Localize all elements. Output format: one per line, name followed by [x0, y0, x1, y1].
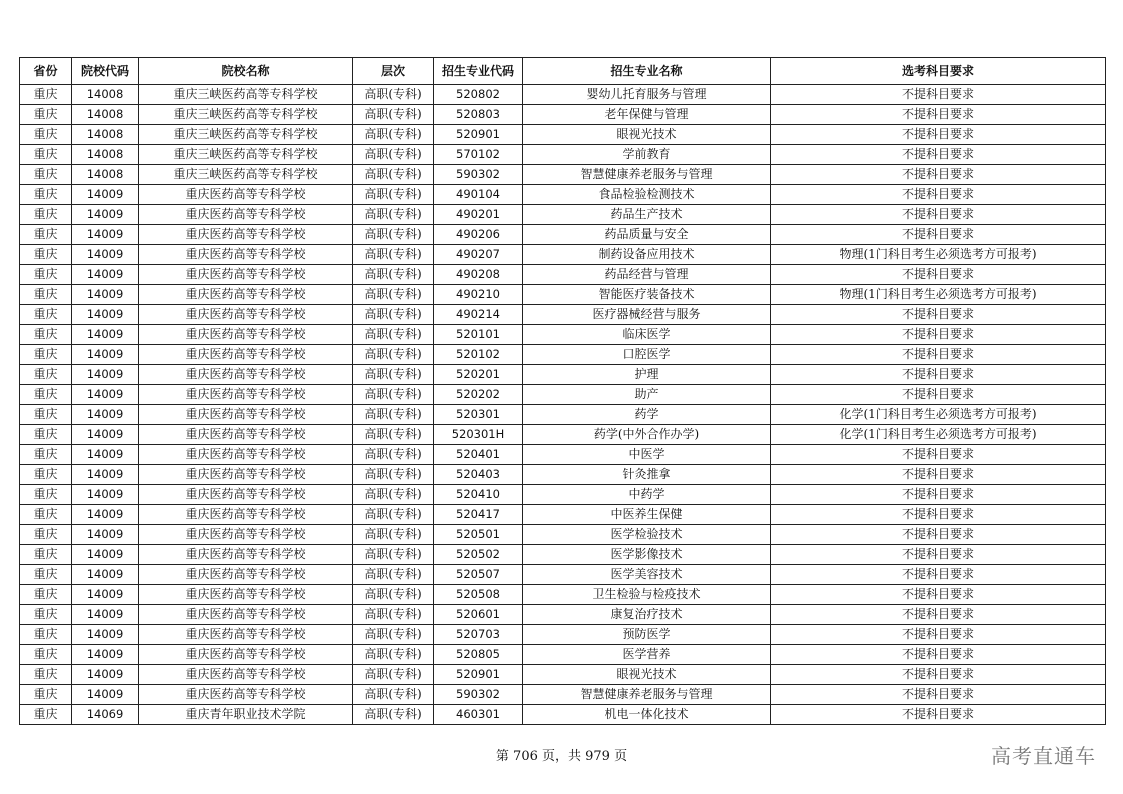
- school-code-cell: 14009: [72, 285, 139, 305]
- subject-requirement-cell: 不提科目要求: [771, 645, 1106, 665]
- subject-requirement-cell: 不提科目要求: [771, 525, 1106, 545]
- major-name-cell: 智慧健康养老服务与管理: [523, 165, 771, 185]
- school-code-cell: 14009: [72, 665, 139, 685]
- table-row: [20, 425, 1106, 445]
- major-code-cell: 520301: [434, 405, 523, 425]
- province-cell: 重庆: [20, 425, 72, 445]
- level-cell: 高职(专科): [353, 645, 434, 665]
- province-cell: 重庆: [20, 165, 72, 185]
- province-cell: 重庆: [20, 705, 72, 725]
- table-row: [20, 665, 1106, 685]
- major-name-cell: 助产: [523, 385, 771, 405]
- school-code-cell: 14009: [72, 245, 139, 265]
- school-name-cell: 重庆青年职业技术学院: [139, 705, 353, 725]
- level-cell: 高职(专科): [353, 605, 434, 625]
- subject-requirement-cell: 不提科目要求: [771, 685, 1106, 705]
- table-row: [20, 605, 1106, 625]
- major-code-cell: 520202: [434, 385, 523, 405]
- major-code-cell: 520102: [434, 345, 523, 365]
- school-name-cell: 重庆医药高等专科学校: [139, 665, 353, 685]
- major-name-cell: 制药设备应用技术: [523, 245, 771, 265]
- province-cell: 重庆: [20, 225, 72, 245]
- subject-requirement-cell: 不提科目要求: [771, 145, 1106, 165]
- subject-requirement-cell: 不提科目要求: [771, 545, 1106, 565]
- level-cell: 高职(专科): [353, 145, 434, 165]
- major-code-cell: 520101: [434, 325, 523, 345]
- province-cell: 重庆: [20, 265, 72, 285]
- province-cell: 重庆: [20, 365, 72, 385]
- subject-requirement-cell: 不提科目要求: [771, 385, 1106, 405]
- major-name-cell: 中医养生保健: [523, 505, 771, 525]
- major-code-cell: 520201: [434, 365, 523, 385]
- school-name-cell: 重庆医药高等专科学校: [139, 405, 353, 425]
- subject-requirement-cell: 不提科目要求: [771, 125, 1106, 145]
- major-name-cell: 老年保健与管理: [523, 105, 771, 125]
- major-name-cell: 智能医疗装备技术: [523, 285, 771, 305]
- table-row: [20, 465, 1106, 485]
- level-cell: 高职(专科): [353, 125, 434, 145]
- major-code-cell: 520802: [434, 85, 523, 105]
- province-cell: 重庆: [20, 185, 72, 205]
- subject-requirement-cell: 不提科目要求: [771, 345, 1106, 365]
- school-code-cell: 14009: [72, 305, 139, 325]
- province-cell: 重庆: [20, 525, 72, 545]
- major-code-cell: 490208: [434, 265, 523, 285]
- subject-requirement-cell: 不提科目要求: [771, 705, 1106, 725]
- level-cell: 高职(专科): [353, 465, 434, 485]
- level-cell: 高职(专科): [353, 105, 434, 125]
- province-cell: 重庆: [20, 485, 72, 505]
- school-name-cell: 重庆医药高等专科学校: [139, 465, 353, 485]
- school-code-cell: 14009: [72, 625, 139, 645]
- school-code-cell: 14009: [72, 545, 139, 565]
- school-code-cell: 14009: [72, 465, 139, 485]
- province-cell: 重庆: [20, 465, 72, 485]
- school-name-cell: 重庆医药高等专科学校: [139, 205, 353, 225]
- level-cell: 高职(专科): [353, 485, 434, 505]
- major-code-cell: 520417: [434, 505, 523, 525]
- school-name-cell: 重庆三峡医药高等专科学校: [139, 125, 353, 145]
- school-code-cell: 14008: [72, 85, 139, 105]
- major-name-cell: 医疗器械经营与服务: [523, 305, 771, 325]
- major-code-cell: 590302: [434, 685, 523, 705]
- table-row: [20, 105, 1106, 125]
- level-cell: 高职(专科): [353, 385, 434, 405]
- level-cell: 高职(专科): [353, 665, 434, 685]
- school-code-cell: 14009: [72, 265, 139, 285]
- school-code-cell: 14009: [72, 565, 139, 585]
- table-row: [20, 485, 1106, 505]
- table-row: [20, 565, 1106, 585]
- level-cell: 高职(专科): [353, 245, 434, 265]
- school-code-cell: 14069: [72, 705, 139, 725]
- major-name-cell: 医学营养: [523, 645, 771, 665]
- school-name-cell: 重庆医药高等专科学校: [139, 365, 353, 385]
- level-cell: 高职(专科): [353, 505, 434, 525]
- table-row: [20, 165, 1106, 185]
- table-row: [20, 505, 1106, 525]
- table-row: [20, 585, 1106, 605]
- province-cell: 重庆: [20, 505, 72, 525]
- school-name-cell: 重庆医药高等专科学校: [139, 525, 353, 545]
- province-cell: 重庆: [20, 305, 72, 325]
- major-name-cell: 药学: [523, 405, 771, 425]
- school-code-cell: 14009: [72, 585, 139, 605]
- province-cell: 重庆: [20, 85, 72, 105]
- header-subject-requirement: 选考科目要求: [771, 58, 1106, 85]
- major-name-cell: 医学检验技术: [523, 525, 771, 545]
- school-name-cell: 重庆医药高等专科学校: [139, 685, 353, 705]
- table-row: [20, 365, 1106, 385]
- major-name-cell: 预防医学: [523, 625, 771, 645]
- school-name-cell: 重庆医药高等专科学校: [139, 565, 353, 585]
- header-major-code: 招生专业代码: [434, 58, 523, 85]
- major-code-cell: 490210: [434, 285, 523, 305]
- level-cell: 高职(专科): [353, 185, 434, 205]
- province-cell: 重庆: [20, 325, 72, 345]
- subject-requirement-cell: 化学(1门科目考生必须选考方可报考): [771, 405, 1106, 425]
- subject-requirement-cell: 不提科目要求: [771, 85, 1106, 105]
- school-code-cell: 14009: [72, 685, 139, 705]
- major-name-cell: 眼视光技术: [523, 665, 771, 685]
- school-code-cell: 14008: [72, 105, 139, 125]
- school-code-cell: 14009: [72, 445, 139, 465]
- subject-requirement-cell: 不提科目要求: [771, 305, 1106, 325]
- school-name-cell: 重庆医药高等专科学校: [139, 505, 353, 525]
- school-name-cell: 重庆医药高等专科学校: [139, 285, 353, 305]
- school-name-cell: 重庆医药高等专科学校: [139, 245, 353, 265]
- table-row: [20, 305, 1106, 325]
- subject-requirement-cell: 不提科目要求: [771, 165, 1106, 185]
- level-cell: 高职(专科): [353, 285, 434, 305]
- school-name-cell: 重庆医药高等专科学校: [139, 305, 353, 325]
- major-name-cell: 口腔医学: [523, 345, 771, 365]
- subject-requirement-cell: 不提科目要求: [771, 365, 1106, 385]
- level-cell: 高职(专科): [353, 205, 434, 225]
- level-cell: 高职(专科): [353, 705, 434, 725]
- major-name-cell: 食品检验检测技术: [523, 185, 771, 205]
- table-row: [20, 405, 1106, 425]
- level-cell: 高职(专科): [353, 625, 434, 645]
- major-code-cell: 520601: [434, 605, 523, 625]
- level-cell: 高职(专科): [353, 585, 434, 605]
- school-name-cell: 重庆医药高等专科学校: [139, 645, 353, 665]
- major-code-cell: 520403: [434, 465, 523, 485]
- subject-requirement-cell: 不提科目要求: [771, 445, 1106, 465]
- major-name-cell: 中药学: [523, 485, 771, 505]
- table-row: [20, 545, 1106, 565]
- table-row: [20, 445, 1106, 465]
- subject-requirement-cell: 不提科目要求: [771, 465, 1106, 485]
- level-cell: 高职(专科): [353, 565, 434, 585]
- school-name-cell: 重庆医药高等专科学校: [139, 585, 353, 605]
- subject-requirement-cell: 不提科目要求: [771, 185, 1106, 205]
- major-code-cell: 520301H: [434, 425, 523, 445]
- table-row: [20, 525, 1106, 545]
- school-code-cell: 14009: [72, 425, 139, 445]
- table-row: [20, 125, 1106, 145]
- level-cell: 高职(专科): [353, 365, 434, 385]
- province-cell: 重庆: [20, 285, 72, 305]
- major-name-cell: 护理: [523, 365, 771, 385]
- school-code-cell: 14009: [72, 385, 139, 405]
- subject-requirement-cell: 不提科目要求: [771, 625, 1106, 645]
- province-cell: 重庆: [20, 625, 72, 645]
- table-row: [20, 225, 1106, 245]
- school-name-cell: 重庆医药高等专科学校: [139, 225, 353, 245]
- school-code-cell: 14009: [72, 365, 139, 385]
- major-name-cell: 婴幼儿托育服务与管理: [523, 85, 771, 105]
- major-code-cell: 490214: [434, 305, 523, 325]
- major-name-cell: 药品质量与安全: [523, 225, 771, 245]
- province-cell: 重庆: [20, 685, 72, 705]
- subject-requirement-cell: 物理(1门科目考生必须选考方可报考): [771, 285, 1106, 305]
- major-code-cell: 520508: [434, 585, 523, 605]
- province-cell: 重庆: [20, 205, 72, 225]
- province-cell: 重庆: [20, 105, 72, 125]
- header-school-code: 院校代码: [72, 58, 139, 85]
- province-cell: 重庆: [20, 405, 72, 425]
- subject-requirement-cell: 不提科目要求: [771, 605, 1106, 625]
- major-name-cell: 药品生产技术: [523, 205, 771, 225]
- page-number: 第 706 页，共 979 页: [495, 749, 628, 764]
- table-row: [20, 345, 1106, 365]
- school-code-cell: 14009: [72, 645, 139, 665]
- school-name-cell: 重庆医药高等专科学校: [139, 425, 353, 445]
- school-code-cell: 14009: [72, 325, 139, 345]
- school-name-cell: 重庆医药高等专科学校: [139, 625, 353, 645]
- major-name-cell: 康复治疗技术: [523, 605, 771, 625]
- school-code-cell: 14009: [72, 405, 139, 425]
- province-cell: 重庆: [20, 145, 72, 165]
- table-row: [20, 385, 1106, 405]
- major-code-cell: 520803: [434, 105, 523, 125]
- table-header-row: [20, 58, 1106, 85]
- major-name-cell: 智慧健康养老服务与管理: [523, 685, 771, 705]
- school-name-cell: 重庆医药高等专科学校: [139, 345, 353, 365]
- province-cell: 重庆: [20, 125, 72, 145]
- major-code-cell: 520410: [434, 485, 523, 505]
- school-name-cell: 重庆三峡医药高等专科学校: [139, 105, 353, 125]
- major-code-cell: 490201: [434, 205, 523, 225]
- major-name-cell: 医学影像技术: [523, 545, 771, 565]
- table-row: [20, 185, 1106, 205]
- major-code-cell: 520901: [434, 125, 523, 145]
- school-name-cell: 重庆医药高等专科学校: [139, 325, 353, 345]
- school-name-cell: 重庆三峡医药高等专科学校: [139, 145, 353, 165]
- major-code-cell: 520805: [434, 645, 523, 665]
- subject-requirement-cell: 不提科目要求: [771, 565, 1106, 585]
- province-cell: 重庆: [20, 665, 72, 685]
- province-cell: 重庆: [20, 245, 72, 265]
- major-code-cell: 520507: [434, 565, 523, 585]
- table-row: [20, 685, 1106, 705]
- school-code-cell: 14009: [72, 505, 139, 525]
- school-code-cell: 14008: [72, 125, 139, 145]
- table-row: [20, 145, 1106, 165]
- major-name-cell: 药品经营与管理: [523, 265, 771, 285]
- school-name-cell: 重庆医药高等专科学校: [139, 265, 353, 285]
- school-name-cell: 重庆医药高等专科学校: [139, 185, 353, 205]
- school-code-cell: 14009: [72, 205, 139, 225]
- subject-requirement-cell: 物理(1门科目考生必须选考方可报考): [771, 245, 1106, 265]
- school-code-cell: 14008: [72, 145, 139, 165]
- subject-requirement-cell: 化学(1门科目考生必须选考方可报考): [771, 425, 1106, 445]
- header-province: 省份: [20, 58, 72, 85]
- level-cell: 高职(专科): [353, 85, 434, 105]
- table-row: [20, 625, 1106, 645]
- table-row: [20, 325, 1106, 345]
- school-name-cell: 重庆医药高等专科学校: [139, 485, 353, 505]
- school-code-cell: 14009: [72, 185, 139, 205]
- school-name-cell: 重庆医药高等专科学校: [139, 605, 353, 625]
- subject-requirement-cell: 不提科目要求: [771, 325, 1106, 345]
- province-cell: 重庆: [20, 385, 72, 405]
- major-name-cell: 眼视光技术: [523, 125, 771, 145]
- subject-requirement-cell: 不提科目要求: [771, 665, 1106, 685]
- major-code-cell: 460301: [434, 705, 523, 725]
- subject-requirement-cell: 不提科目要求: [771, 205, 1106, 225]
- subject-requirement-cell: 不提科目要求: [771, 225, 1106, 245]
- province-cell: 重庆: [20, 445, 72, 465]
- subject-requirement-cell: 不提科目要求: [771, 105, 1106, 125]
- watermark-logo: 高考直通车: [991, 744, 1096, 768]
- table-row: [20, 705, 1106, 725]
- table-row: [20, 285, 1106, 305]
- province-cell: 重庆: [20, 545, 72, 565]
- subject-requirement-cell: 不提科目要求: [771, 485, 1106, 505]
- major-code-cell: 520703: [434, 625, 523, 645]
- header-major-name: 招生专业名称: [523, 58, 771, 85]
- table-row: [20, 205, 1106, 225]
- level-cell: 高职(专科): [353, 685, 434, 705]
- major-name-cell: 针灸推拿: [523, 465, 771, 485]
- major-code-cell: 520401: [434, 445, 523, 465]
- province-cell: 重庆: [20, 345, 72, 365]
- level-cell: 高职(专科): [353, 405, 434, 425]
- major-code-cell: 520501: [434, 525, 523, 545]
- level-cell: 高职(专科): [353, 425, 434, 445]
- major-name-cell: 学前教育: [523, 145, 771, 165]
- school-code-cell: 14009: [72, 605, 139, 625]
- table-row: [20, 645, 1106, 665]
- school-name-cell: 重庆三峡医药高等专科学校: [139, 165, 353, 185]
- subject-requirement-cell: 不提科目要求: [771, 265, 1106, 285]
- header-level: 层次: [353, 58, 434, 85]
- province-cell: 重庆: [20, 585, 72, 605]
- table-row: [20, 245, 1106, 265]
- major-code-cell: 520502: [434, 545, 523, 565]
- school-code-cell: 14008: [72, 165, 139, 185]
- province-cell: 重庆: [20, 605, 72, 625]
- level-cell: 高职(专科): [353, 525, 434, 545]
- major-code-cell: 490207: [434, 245, 523, 265]
- header-school-name: 院校名称: [139, 58, 353, 85]
- major-code-cell: 490104: [434, 185, 523, 205]
- subject-requirement-cell: 不提科目要求: [771, 585, 1106, 605]
- major-name-cell: 机电一体化技术: [523, 705, 771, 725]
- major-code-cell: 520901: [434, 665, 523, 685]
- school-code-cell: 14009: [72, 345, 139, 365]
- school-name-cell: 重庆三峡医药高等专科学校: [139, 85, 353, 105]
- major-code-cell: 570102: [434, 145, 523, 165]
- level-cell: 高职(专科): [353, 345, 434, 365]
- table-row: [20, 85, 1106, 105]
- school-name-cell: 重庆医药高等专科学校: [139, 545, 353, 565]
- level-cell: 高职(专科): [353, 265, 434, 285]
- major-name-cell: 医学美容技术: [523, 565, 771, 585]
- level-cell: 高职(专科): [353, 445, 434, 465]
- school-code-cell: 14009: [72, 485, 139, 505]
- province-cell: 重庆: [20, 565, 72, 585]
- level-cell: 高职(专科): [353, 305, 434, 325]
- table-body: [20, 85, 1106, 725]
- admissions-table: [19, 57, 1106, 725]
- subject-requirement-cell: 不提科目要求: [771, 505, 1106, 525]
- level-cell: 高职(专科): [353, 325, 434, 345]
- school-name-cell: 重庆医药高等专科学校: [139, 385, 353, 405]
- major-name-cell: 临床医学: [523, 325, 771, 345]
- major-name-cell: 药学(中外合作办学): [523, 425, 771, 445]
- school-code-cell: 14009: [72, 225, 139, 245]
- province-cell: 重庆: [20, 645, 72, 665]
- school-name-cell: 重庆医药高等专科学校: [139, 445, 353, 465]
- level-cell: 高职(专科): [353, 225, 434, 245]
- level-cell: 高职(专科): [353, 545, 434, 565]
- major-name-cell: 卫生检验与检疫技术: [523, 585, 771, 605]
- major-code-cell: 590302: [434, 165, 523, 185]
- school-code-cell: 14009: [72, 525, 139, 545]
- table-row: [20, 265, 1106, 285]
- major-name-cell: 中医学: [523, 445, 771, 465]
- level-cell: 高职(专科): [353, 165, 434, 185]
- major-code-cell: 490206: [434, 225, 523, 245]
